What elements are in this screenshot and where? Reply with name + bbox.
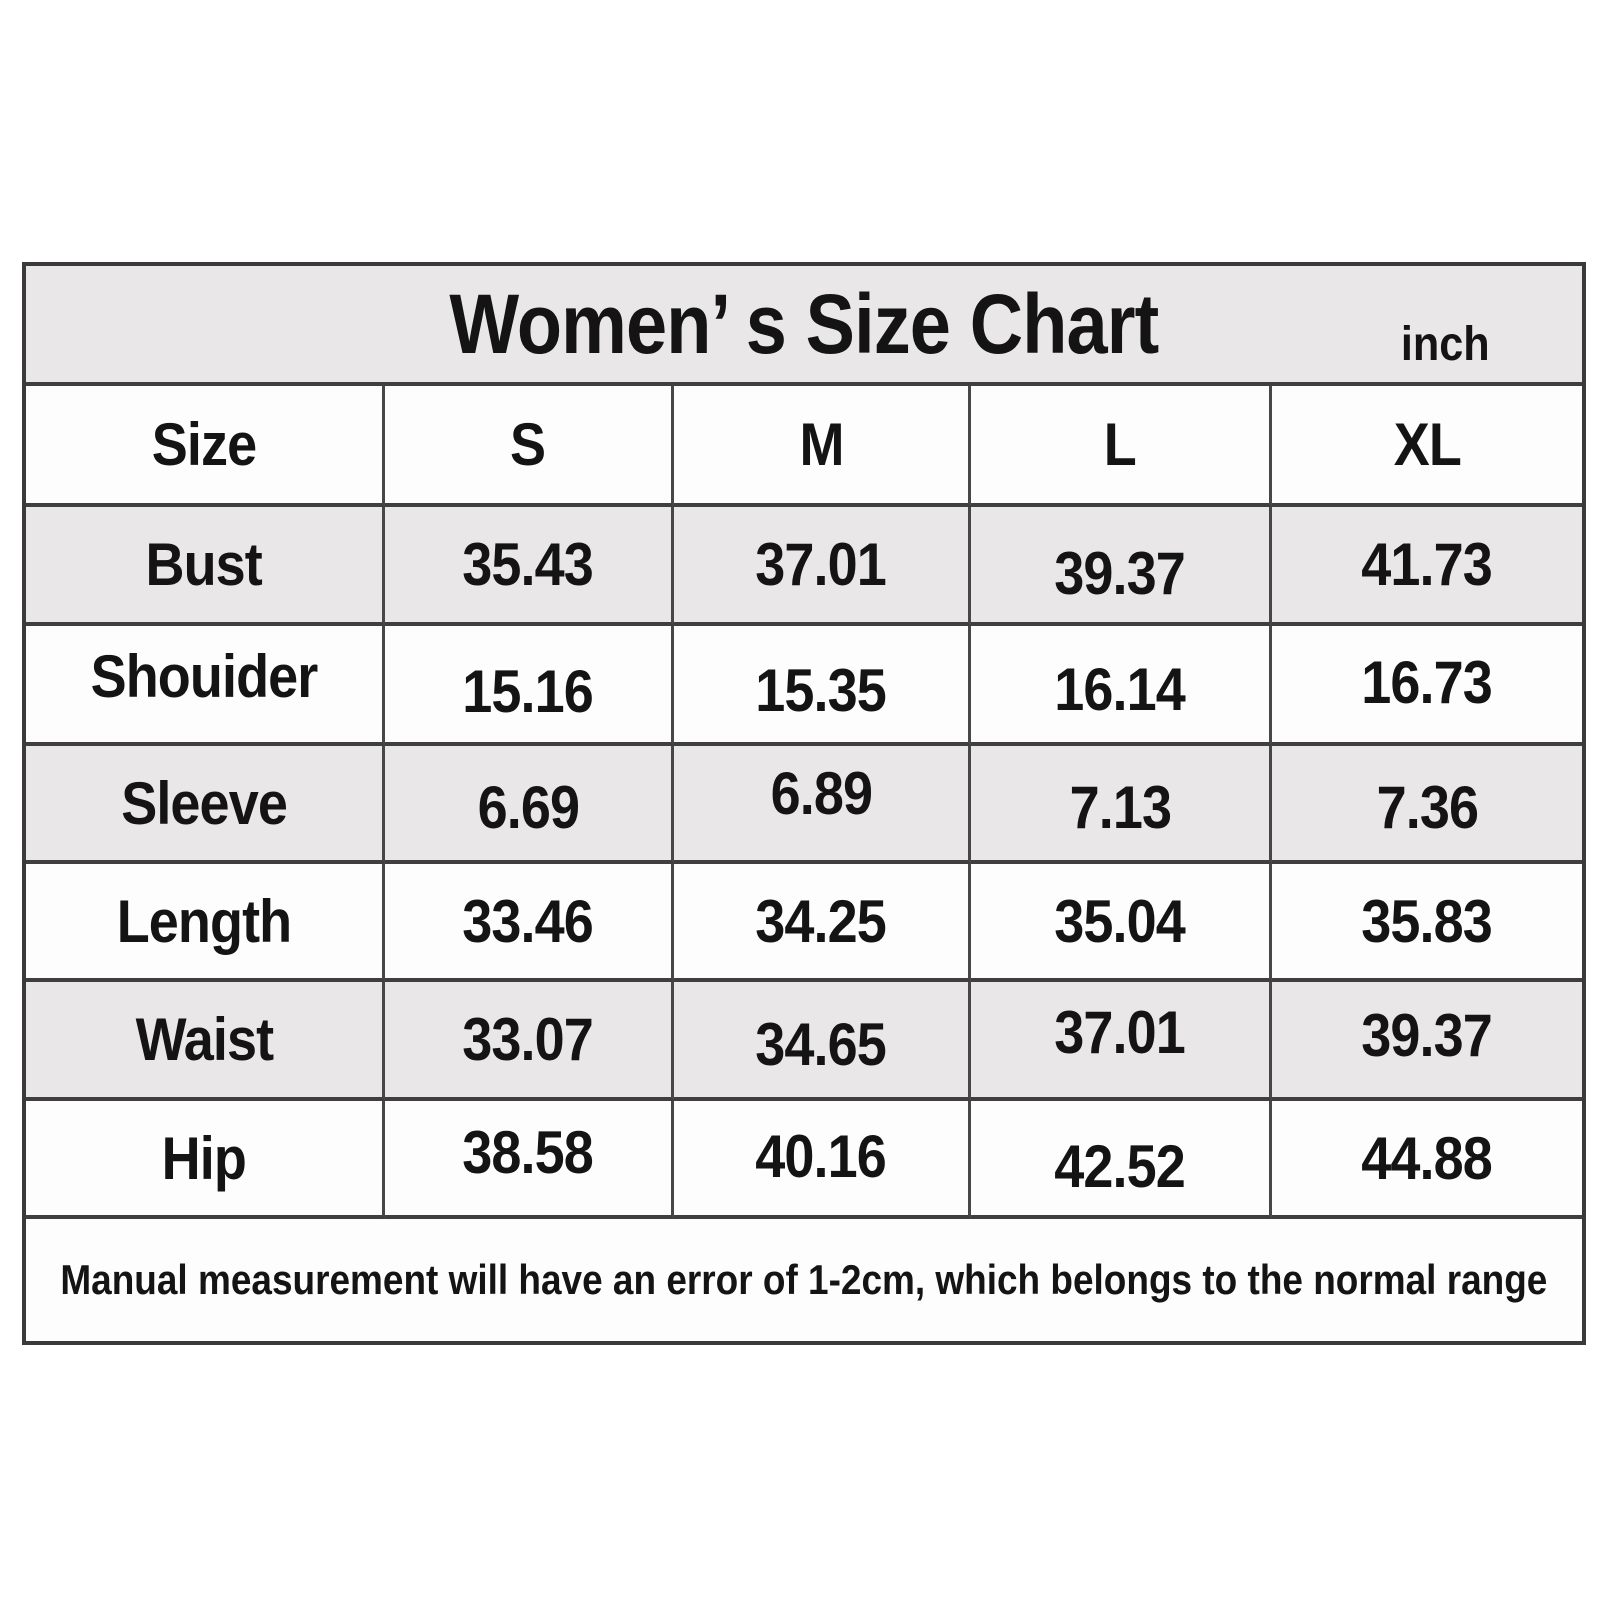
value-cell-bust-s — [385, 507, 674, 626]
value-cell-shouider-m — [674, 626, 971, 746]
value-cell-length-l — [971, 864, 1272, 982]
value-cell-shouider-xl — [1272, 626, 1582, 746]
row-label-hip — [26, 1101, 385, 1219]
header-cell-xl — [1272, 386, 1582, 507]
value-cell-shouider-s — [385, 626, 674, 746]
value-cell-length-m — [674, 864, 971, 982]
measurement-value: 37.01 — [755, 531, 887, 598]
header-cell-s — [385, 386, 674, 507]
measurement-value: 6.69 — [477, 773, 579, 841]
measurement-value: 38.58 — [462, 1118, 594, 1186]
measurement-value: 35.83 — [1361, 887, 1493, 955]
measurement-value: 39.37 — [1054, 540, 1186, 607]
value-cell-bust-m — [674, 507, 971, 626]
value-cell-sleeve-s — [385, 746, 674, 864]
measurement-value: 33.07 — [462, 1006, 594, 1073]
value-cell-hip-l — [971, 1101, 1272, 1219]
row-label: Length — [116, 887, 292, 955]
footnote-row — [26, 1219, 1582, 1341]
value-cell-sleeve-m — [674, 746, 971, 864]
measurement-value: 7.36 — [1376, 773, 1478, 841]
value-cell-bust-xl — [1272, 507, 1582, 626]
measurement-value: 6.89 — [770, 759, 872, 827]
measurement-value: 42.52 — [1054, 1132, 1186, 1200]
row-label-length — [26, 864, 385, 982]
measurement-value: 33.46 — [462, 887, 594, 955]
value-cell-sleeve-xl — [1272, 746, 1582, 864]
measurement-value: 15.35 — [755, 656, 887, 724]
row-label-waist — [26, 982, 385, 1101]
measurement-value: 34.25 — [755, 887, 887, 955]
column-header-label: M — [798, 411, 844, 478]
row-label: Bust — [145, 531, 263, 598]
measurement-value: 16.73 — [1361, 648, 1493, 716]
value-cell-waist-l — [971, 982, 1272, 1101]
column-header-label: Size — [151, 411, 257, 478]
row-label-shouider — [26, 626, 385, 746]
measurement-value: 37.01 — [1054, 999, 1186, 1066]
measurement-value: 34.65 — [755, 1011, 887, 1078]
column-header-label: XL — [1393, 411, 1461, 478]
row-label-bust — [26, 507, 385, 626]
value-cell-length-xl — [1272, 864, 1582, 982]
measurement-value: 7.13 — [1069, 773, 1171, 841]
row-label-sleeve — [26, 746, 385, 864]
measurement-value: 39.37 — [1361, 1002, 1493, 1069]
value-cell-hip-s — [385, 1101, 674, 1219]
value-cell-hip-m — [674, 1101, 971, 1219]
row-label: Hip — [161, 1124, 247, 1192]
column-header-label: L — [1103, 411, 1137, 478]
size-chart-table — [22, 262, 1586, 1345]
header-cell-m — [674, 386, 971, 507]
value-cell-hip-xl — [1272, 1101, 1582, 1219]
title-row — [26, 266, 1582, 386]
measurement-value: 40.16 — [755, 1122, 887, 1190]
row-label: Sleeve — [121, 769, 287, 837]
value-cell-bust-l — [971, 507, 1272, 626]
measurement-value: 41.73 — [1361, 531, 1493, 598]
value-cell-waist-s — [385, 982, 674, 1101]
value-cell-sleeve-l — [971, 746, 1272, 864]
page-title: Women’ s Size Chart — [449, 276, 1159, 371]
measurement-value: 15.16 — [462, 657, 594, 725]
measurement-value: 44.88 — [1361, 1124, 1493, 1192]
row-label: Waist — [135, 1006, 273, 1073]
value-cell-waist-xl — [1272, 982, 1582, 1101]
column-header-label: S — [510, 411, 546, 478]
value-cell-shouider-l — [971, 626, 1272, 746]
measurement-value: 16.14 — [1054, 655, 1186, 723]
row-label: Shouider — [90, 642, 318, 710]
footnote-text: Manual measurement will have an error of 1-2cm, which belongs to the normal range — [60, 1256, 1548, 1303]
header-cell-size — [26, 386, 385, 507]
measurement-value: 35.43 — [462, 531, 594, 598]
value-cell-length-s — [385, 864, 674, 982]
unit-label: inch — [1401, 318, 1490, 371]
measurement-value: 35.04 — [1054, 887, 1186, 955]
header-cell-l — [971, 386, 1272, 507]
value-cell-waist-m — [674, 982, 971, 1101]
